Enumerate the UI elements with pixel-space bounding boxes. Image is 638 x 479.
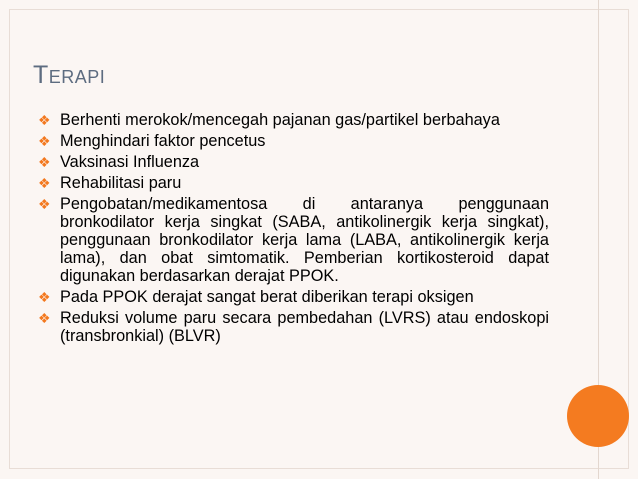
list-item-text: Berhenti merokok/mencegah pajanan gas/partikel berbahaya: [60, 111, 500, 129]
bullet-icon: ❖: [38, 310, 51, 326]
decorative-orange-circle: [567, 385, 629, 447]
list-item: [38, 132, 549, 150]
list-item: [38, 309, 549, 345]
title-first-letter: T: [33, 61, 49, 89]
list-item-text: Pengobatan/medikamentosa di antaranya penggunaan bronkodilator kerja singkat (SABA, antikolinergik kerja singkat), penggunaan bronkodilator kerja lama (LABA, antikolinergik kerja lama), dan obat simtomatik. Pemberian kortikosteroid dapat digunakan berdasarkan derajat PPOK.: [60, 195, 549, 285]
list-item-text: Reduksi volume paru secara pembedahan (LVRS) atau endoskopi (transbronkial) (BLVR): [60, 309, 549, 345]
list-item-text: Rehabilitasi paru: [60, 174, 182, 192]
slide-title: [33, 61, 105, 90]
list-item: [38, 153, 549, 171]
list-item: [38, 288, 549, 306]
list-item-text: Vaksinasi Influenza: [60, 153, 200, 171]
bullet-icon: ❖: [38, 289, 51, 305]
bullet-icon: ❖: [38, 154, 51, 170]
bullet-list: [38, 111, 549, 348]
bullet-icon: ❖: [38, 196, 51, 212]
bullet-icon: ❖: [38, 112, 51, 128]
bullet-icon: ❖: [38, 175, 51, 191]
list-item-text: Menghindari faktor pencetus: [60, 132, 266, 150]
list-item: [38, 111, 549, 129]
list-item-text: Pada PPOK derajat sangat berat diberikan terapi oksigen: [60, 288, 474, 306]
list-item: [38, 174, 549, 192]
title-rest: ERAPI: [48, 67, 106, 87]
bullet-icon: ❖: [38, 133, 51, 149]
list-item: [38, 195, 549, 285]
